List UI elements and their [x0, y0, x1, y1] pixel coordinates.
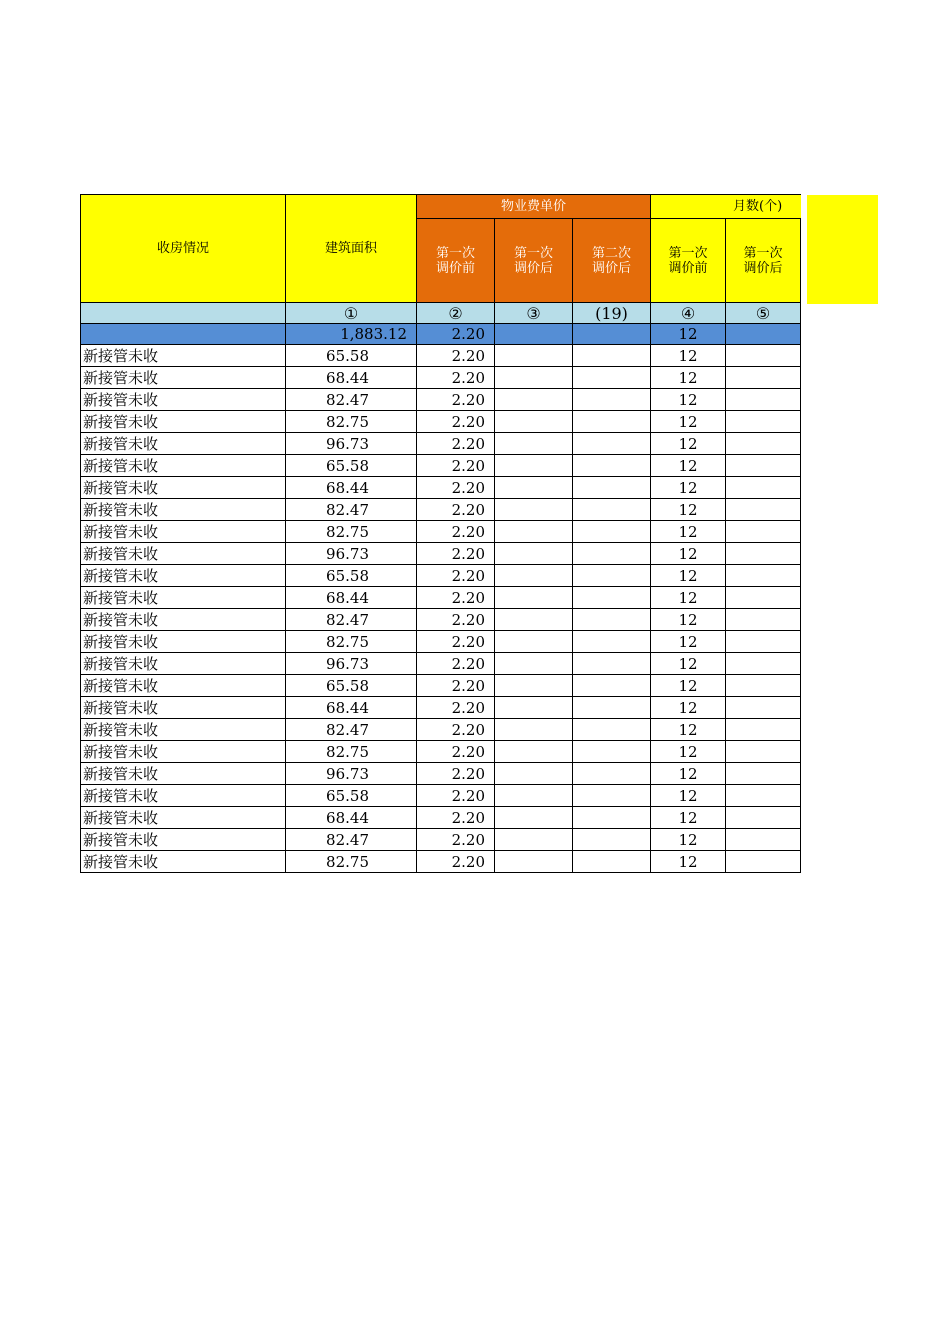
- index-cell: (19): [573, 303, 651, 324]
- cell-price-2: [495, 477, 573, 499]
- header-price-1: 第一次 调价前: [417, 219, 495, 303]
- cell-month-1: 12: [651, 609, 726, 631]
- cell-month-1: 12: [651, 653, 726, 675]
- cell-price-3: [573, 455, 651, 477]
- cell-price-1: 2.20: [417, 455, 495, 477]
- cell-price-3: [573, 785, 651, 807]
- summary-price-2: [495, 324, 573, 345]
- cell-price-1: 2.20: [417, 367, 495, 389]
- cell-month-2: [726, 345, 801, 367]
- cell-month-1: 12: [651, 631, 726, 653]
- cell-price-1: 2.20: [417, 763, 495, 785]
- cell-status: 新接管未收: [81, 499, 286, 521]
- cell-area: 65.58: [286, 455, 417, 477]
- index-row: [81, 303, 801, 324]
- cell-price-1: 2.20: [417, 697, 495, 719]
- cell-area: 82.75: [286, 411, 417, 433]
- cell-area: 82.75: [286, 521, 417, 543]
- cell-price-3: [573, 477, 651, 499]
- cell-area: 82.75: [286, 741, 417, 763]
- cell-month-1: 12: [651, 433, 726, 455]
- cell-status: 新接管未收: [81, 367, 286, 389]
- cell-month-1: 12: [651, 807, 726, 829]
- cell-area: 68.44: [286, 477, 417, 499]
- cell-month-1: 12: [651, 719, 726, 741]
- cell-status: 新接管未收: [81, 477, 286, 499]
- cell-price-2: [495, 345, 573, 367]
- cell-area: 68.44: [286, 697, 417, 719]
- cell-price-1: 2.20: [417, 719, 495, 741]
- cell-status: 新接管未收: [81, 697, 286, 719]
- cell-month-2: [726, 367, 801, 389]
- cell-status: 新接管未收: [81, 719, 286, 741]
- cell-price-3: [573, 521, 651, 543]
- cell-price-1: 2.20: [417, 785, 495, 807]
- cell-area: 68.44: [286, 807, 417, 829]
- cell-price-3: [573, 543, 651, 565]
- cell-status: 新接管未收: [81, 631, 286, 653]
- cell-area: 65.58: [286, 565, 417, 587]
- cell-status: 新接管未收: [81, 741, 286, 763]
- cell-price-1: 2.20: [417, 499, 495, 521]
- cell-month-2: [726, 521, 801, 543]
- cell-month-2: [726, 785, 801, 807]
- table-row: [81, 763, 801, 785]
- cell-status: 新接管未收: [81, 389, 286, 411]
- cell-price-1: 2.20: [417, 477, 495, 499]
- cell-price-2: [495, 653, 573, 675]
- cell-price-2: [495, 389, 573, 411]
- cell-month-1: 12: [651, 367, 726, 389]
- cell-month-1: 12: [651, 521, 726, 543]
- table-row: [81, 741, 801, 763]
- table-row: [81, 367, 801, 389]
- table-row: [81, 477, 801, 499]
- spreadsheet: [80, 194, 801, 873]
- cell-price-3: [573, 741, 651, 763]
- cell-area: 82.47: [286, 499, 417, 521]
- cell-status: 新接管未收: [81, 829, 286, 851]
- fee-table: [80, 194, 801, 873]
- cell-status: 新接管未收: [81, 851, 286, 873]
- cell-status: 新接管未收: [81, 345, 286, 367]
- header-price-3: 第二次 调价后: [573, 219, 651, 303]
- cell-month-2: [726, 851, 801, 873]
- cell-price-1: 2.20: [417, 587, 495, 609]
- cell-price-1: 2.20: [417, 609, 495, 631]
- cell-price-2: [495, 785, 573, 807]
- cell-month-1: 12: [651, 477, 726, 499]
- cell-price-2: [495, 719, 573, 741]
- index-cell: ③: [495, 303, 573, 324]
- cell-price-1: 2.20: [417, 521, 495, 543]
- header-price-group: 物业费单价: [417, 195, 651, 219]
- cell-price-2: [495, 367, 573, 389]
- cell-price-3: [573, 697, 651, 719]
- cell-price-3: [573, 389, 651, 411]
- cell-price-1: 2.20: [417, 389, 495, 411]
- cell-area: 82.47: [286, 609, 417, 631]
- table-row: [81, 851, 801, 873]
- cell-month-2: [726, 675, 801, 697]
- cell-price-3: [573, 433, 651, 455]
- cell-month-2: [726, 499, 801, 521]
- cell-price-3: [573, 851, 651, 873]
- cell-area: 68.44: [286, 587, 417, 609]
- table-row: [81, 411, 801, 433]
- cell-month-2: [726, 741, 801, 763]
- cell-area: 96.73: [286, 653, 417, 675]
- header-extension-fill: [807, 195, 878, 304]
- cell-status: 新接管未收: [81, 785, 286, 807]
- cell-price-2: [495, 499, 573, 521]
- cell-area: 82.47: [286, 719, 417, 741]
- cell-price-2: [495, 587, 573, 609]
- cell-price-3: [573, 499, 651, 521]
- cell-month-2: [726, 389, 801, 411]
- table-row: [81, 565, 801, 587]
- cell-status: 新接管未收: [81, 565, 286, 587]
- cell-area: 65.58: [286, 345, 417, 367]
- index-cell: ④: [651, 303, 726, 324]
- cell-month-1: 12: [651, 675, 726, 697]
- cell-area: 82.75: [286, 631, 417, 653]
- cell-month-2: [726, 543, 801, 565]
- table-row: [81, 345, 801, 367]
- cell-price-2: [495, 631, 573, 653]
- cell-month-2: [726, 455, 801, 477]
- cell-price-2: [495, 565, 573, 587]
- cell-area: 68.44: [286, 367, 417, 389]
- cell-month-2: [726, 697, 801, 719]
- cell-price-2: [495, 741, 573, 763]
- cell-status: 新接管未收: [81, 543, 286, 565]
- header-month-1: 第一次 调价前: [651, 219, 726, 303]
- cell-price-3: [573, 763, 651, 785]
- cell-price-1: 2.20: [417, 675, 495, 697]
- cell-price-3: [573, 807, 651, 829]
- cell-month-2: [726, 719, 801, 741]
- cell-price-2: [495, 851, 573, 873]
- cell-price-2: [495, 829, 573, 851]
- cell-price-1: 2.20: [417, 653, 495, 675]
- table-row: [81, 653, 801, 675]
- cell-status: 新接管未收: [81, 587, 286, 609]
- cell-status: 新接管未收: [81, 433, 286, 455]
- summary-row: [81, 324, 801, 345]
- header-month-2: 第一次 调价后: [726, 219, 801, 303]
- table-row: [81, 499, 801, 521]
- cell-month-1: 12: [651, 345, 726, 367]
- table-row: [81, 719, 801, 741]
- cell-price-1: 2.20: [417, 741, 495, 763]
- cell-month-1: 12: [651, 741, 726, 763]
- cell-price-2: [495, 411, 573, 433]
- cell-price-3: [573, 719, 651, 741]
- cell-month-2: [726, 433, 801, 455]
- cell-month-2: [726, 829, 801, 851]
- cell-price-1: 2.20: [417, 345, 495, 367]
- cell-price-2: [495, 455, 573, 477]
- cell-price-3: [573, 411, 651, 433]
- cell-price-1: 2.20: [417, 829, 495, 851]
- cell-status: 新接管未收: [81, 653, 286, 675]
- summary-price-1: 2.20: [417, 324, 495, 345]
- cell-price-2: [495, 543, 573, 565]
- cell-area: 82.75: [286, 851, 417, 873]
- cell-status: 新接管未收: [81, 521, 286, 543]
- cell-month-1: 12: [651, 587, 726, 609]
- summary-month-2: [726, 324, 801, 345]
- summary-month-1: 12: [651, 324, 726, 345]
- cell-status: 新接管未收: [81, 455, 286, 477]
- cell-price-1: 2.20: [417, 807, 495, 829]
- table-row: [81, 543, 801, 565]
- cell-price-2: [495, 807, 573, 829]
- cell-price-3: [573, 829, 651, 851]
- cell-area: 82.47: [286, 829, 417, 851]
- cell-price-2: [495, 763, 573, 785]
- index-cell: ①: [286, 303, 417, 324]
- cell-price-1: 2.20: [417, 543, 495, 565]
- cell-area: 96.73: [286, 763, 417, 785]
- summary-area: 1,883.12: [286, 324, 417, 345]
- table-row: [81, 829, 801, 851]
- table-row: [81, 455, 801, 477]
- cell-price-3: [573, 653, 651, 675]
- cell-area: 96.73: [286, 433, 417, 455]
- cell-area: 65.58: [286, 675, 417, 697]
- cell-month-1: 12: [651, 543, 726, 565]
- summary-status: [81, 324, 286, 345]
- cell-price-3: [573, 345, 651, 367]
- cell-area: 65.58: [286, 785, 417, 807]
- cell-price-1: 2.20: [417, 411, 495, 433]
- cell-month-1: 12: [651, 829, 726, 851]
- cell-price-2: [495, 433, 573, 455]
- cell-status: 新接管未收: [81, 807, 286, 829]
- cell-price-1: 2.20: [417, 565, 495, 587]
- cell-area: 96.73: [286, 543, 417, 565]
- cell-price-1: 2.20: [417, 851, 495, 873]
- cell-status: 新接管未收: [81, 675, 286, 697]
- header-status: 收房情况: [81, 195, 286, 303]
- cell-price-1: 2.20: [417, 433, 495, 455]
- header-area: 建筑面积: [286, 195, 417, 303]
- table-row: [81, 785, 801, 807]
- cell-price-3: [573, 367, 651, 389]
- cell-month-1: 12: [651, 389, 726, 411]
- cell-price-3: [573, 675, 651, 697]
- cell-price-3: [573, 565, 651, 587]
- cell-month-2: [726, 631, 801, 653]
- index-cell: ②: [417, 303, 495, 324]
- table-row: [81, 807, 801, 829]
- table-row: [81, 587, 801, 609]
- cell-month-2: [726, 565, 801, 587]
- cell-month-2: [726, 807, 801, 829]
- cell-month-1: 12: [651, 697, 726, 719]
- cell-price-1: 2.20: [417, 631, 495, 653]
- cell-month-1: 12: [651, 411, 726, 433]
- cell-month-1: 12: [651, 565, 726, 587]
- index-cell: [81, 303, 286, 324]
- cell-price-2: [495, 697, 573, 719]
- header-price-2: 第一次 调价后: [495, 219, 573, 303]
- cell-month-2: [726, 587, 801, 609]
- table-row: [81, 521, 801, 543]
- cell-price-3: [573, 587, 651, 609]
- table-row: [81, 433, 801, 455]
- cell-status: 新接管未收: [81, 763, 286, 785]
- cell-price-3: [573, 609, 651, 631]
- table-row: [81, 675, 801, 697]
- summary-price-3: [573, 324, 651, 345]
- cell-price-2: [495, 609, 573, 631]
- table-row: [81, 631, 801, 653]
- cell-month-2: [726, 653, 801, 675]
- cell-month-2: [726, 609, 801, 631]
- cell-month-1: 12: [651, 763, 726, 785]
- cell-status: 新接管未收: [81, 609, 286, 631]
- index-cell: ⑤: [726, 303, 801, 324]
- cell-month-1: 12: [651, 785, 726, 807]
- cell-month-2: [726, 477, 801, 499]
- cell-month-2: [726, 763, 801, 785]
- cell-month-2: [726, 411, 801, 433]
- cell-price-2: [495, 675, 573, 697]
- cell-area: 82.47: [286, 389, 417, 411]
- table-row: [81, 697, 801, 719]
- table-row: [81, 609, 801, 631]
- table-row: [81, 389, 801, 411]
- cell-month-1: 12: [651, 455, 726, 477]
- cell-month-1: 12: [651, 499, 726, 521]
- cell-month-1: 12: [651, 851, 726, 873]
- cell-price-3: [573, 631, 651, 653]
- month-group-label: 月数(个): [733, 199, 783, 214]
- cell-price-2: [495, 521, 573, 543]
- cell-status: 新接管未收: [81, 411, 286, 433]
